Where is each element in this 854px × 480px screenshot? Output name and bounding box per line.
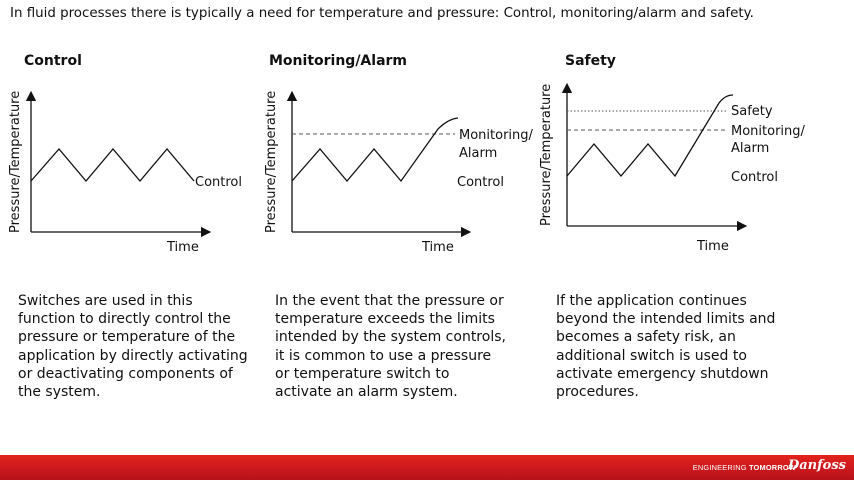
safety-title: Safety [565,53,616,69]
control-description: Switches are used in this function to directly control the pressure or temperature of the application by directly activating or deactivating components of the system. [18,293,248,401]
monitoring-signal-line [292,118,458,181]
control-line-label: Control [195,175,242,190]
footer-tagline-prefix: ENGINEERING [692,463,749,472]
control-y-label: Pressure/Temperature [8,90,23,233]
monitoring-x-label: Time [422,240,454,255]
monitoring-description: In the event that the pressure or temperature exceeds the limits intended by the system controls, it is common to use a pressure or temperature switch to activate an alarm system. [275,293,506,401]
control-diagram [8,91,242,255]
safety-x-label: Time [697,239,729,254]
monitoring-control-label: Control [457,175,504,190]
control-x-label: Time [167,240,199,255]
danfoss-logo: Danfoss [787,458,846,473]
monitoring-label-line2: Alarm [459,146,498,161]
safety-monitoring-label-line1: Monitoring/ [731,124,805,139]
monitoring-label-line1: Monitoring/ [459,128,533,143]
control-title: Control [24,53,82,69]
safety-control-label: Control [731,170,778,185]
footer-bar [0,455,854,480]
safety-signal-line [567,95,733,176]
footer-tagline-bold: TOMORROW [748,463,796,472]
monitoring-alarm-title: Monitoring/Alarm [269,53,408,69]
monitoring-diagram [264,91,534,255]
monitoring-y-label: Pressure/Temperature [264,90,279,233]
intro-text: In fluid processes there is typically a need for temperature and pressure: Control, monitoring/alarm and safety. [10,6,754,21]
safety-y-label: Pressure/Temperature [539,83,554,226]
safety-description: If the application continues beyond the intended limits and becomes a safety risk, an additional switch is used to activate emergency shutdown procedures. [556,293,776,401]
safety-line-label: Safety [731,104,773,119]
control-signal-line [31,149,194,181]
footer-tagline [693,463,796,472]
safety-diagram [539,84,806,254]
safety-monitoring-label-line2: Alarm [731,141,770,156]
